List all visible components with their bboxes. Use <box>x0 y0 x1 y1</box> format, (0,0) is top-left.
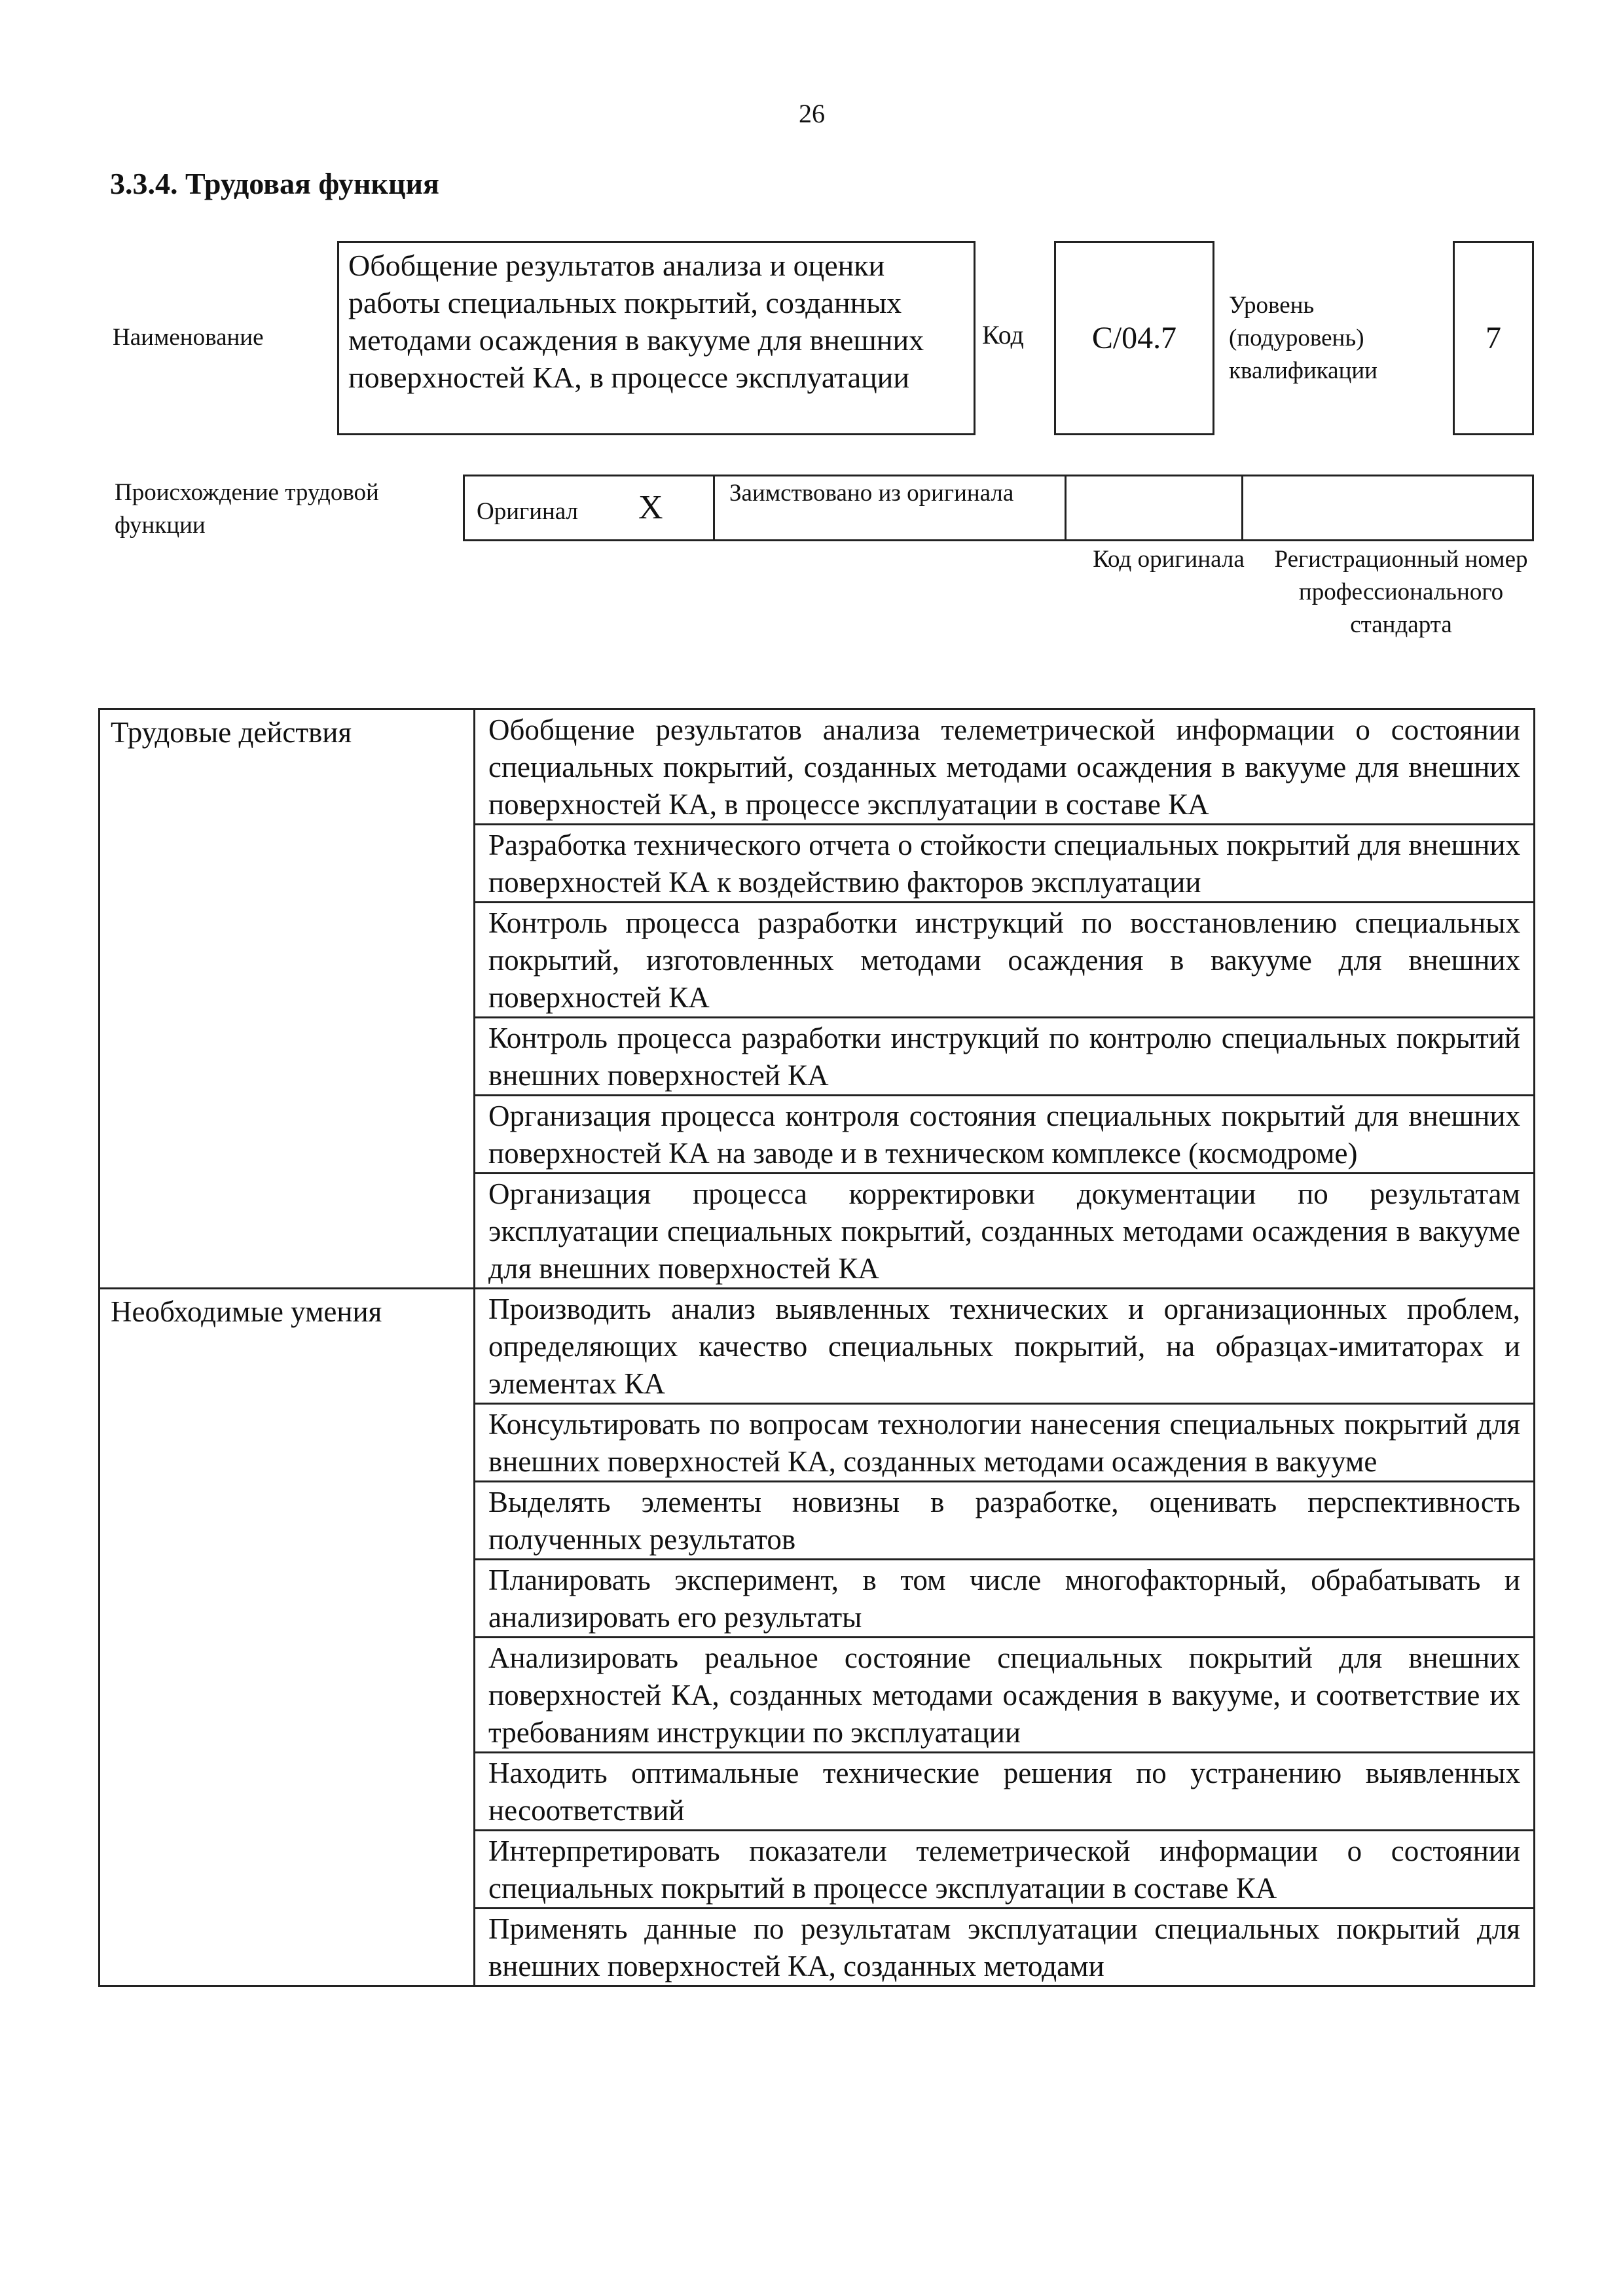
skill-item: Интерпретировать показатели телеметрической информации о состоянии специальных покрытий в процессе эксплуатации в составе КА <box>475 1831 1535 1909</box>
level-label: Уровень (подуровень) квалификации <box>1229 292 1377 384</box>
action-item: Обобщение результатов анализа телеметрической информации о состоянии специальных покрытий, созданных методами осаждения в вакууме для внешних поверхностей КА, в процессе эксплуатации в составе КА <box>475 709 1535 825</box>
page-number: 26 <box>799 99 825 128</box>
action-item: Разработка технического отчета о стойкости специальных покрытий для внешних поверхностей КА к воздействию факторов эксплуатации <box>475 825 1535 903</box>
action-item: Контроль процесса разработки инструкций по восстановлению специальных покрытий, изготовленных методами осаждения в вакууме для внешних поверхностей КА <box>475 903 1535 1018</box>
level-value: 7 <box>1453 241 1534 435</box>
code-caption: Код оригинала <box>1093 546 1245 573</box>
origin-label: Происхождение трудовой функции <box>115 479 379 539</box>
skill-item: Анализировать реальное состояние специальных покрытий для внешних поверхностей КА, созданных методами осаждения в вакууме, и соответствие их требованиям инструкции по эксплуатации <box>475 1638 1535 1753</box>
function-name: Обобщение результатов анализа и оценки работы специальных покрытий, созданных методами осаждения в вакууме для внешних поверхностей КА, в процессе эксплуатации <box>337 241 976 435</box>
section-title: 3.3.4. Трудовая функция <box>110 167 439 200</box>
skill-item: Производить анализ выявленных технических и организационных проблем, определяющих качество специальных покрытий, на образцах-имитаторах и элементах КА <box>475 1289 1535 1404</box>
origin-reg-cell <box>1243 476 1532 539</box>
action-item: Контроль процесса разработки инструкций по контролю специальных покрытий внешних поверхностей КА <box>475 1018 1535 1096</box>
borrowed-label: Заимствовано из оригинала <box>729 480 1014 507</box>
table-row <box>100 1289 1535 1404</box>
code-value: С/04.7 <box>1054 241 1214 435</box>
original-label: Оригинал <box>477 498 579 525</box>
action-item: Организация процесса корректировки документации по результатам эксплуатации специальных покрытий, созданных методами осаждения в вакууме для внешних поверхностей КА <box>475 1174 1535 1289</box>
code-label: Код <box>982 320 1024 350</box>
actions-category: Трудовые действия <box>100 709 475 1289</box>
name-label: Наименование <box>113 324 264 351</box>
skill-item: Выделять элементы новизны в разработке, оценивать перспективность полученных результатов <box>475 1482 1535 1560</box>
original-mark: X <box>638 489 663 526</box>
origin-code-cell <box>1067 476 1243 539</box>
origin-table <box>463 475 1534 541</box>
origin-original-cell <box>465 476 715 539</box>
skill-item: Применять данные по результатам эксплуатации специальных покрытий для внешних поверхностей КА, созданных методами <box>475 1909 1535 1986</box>
action-item: Организация процесса контроля состояния специальных покрытий для внешних поверхностей КА на заводе и в техническом комплексе (космодроме) <box>475 1096 1535 1174</box>
function-table <box>98 708 1535 1987</box>
origin-borrowed-cell <box>715 476 1067 539</box>
skills-category: Необходимые умения <box>100 1289 475 1986</box>
skill-item: Планировать эксперимент, в том числе многофакторный, обрабатывать и анализировать его результаты <box>475 1560 1535 1638</box>
table-row <box>100 709 1535 825</box>
skill-item: Находить оптимальные технические решения по устранению выявленных несоответствий <box>475 1753 1535 1831</box>
reg-number-caption: Регистрационный номер профессионального стандарта <box>1274 546 1528 638</box>
skill-item: Консультировать по вопросам технологии нанесения специальных покрытий для внешних поверхностей КА, созданных методами осаждения в вакууме <box>475 1404 1535 1482</box>
